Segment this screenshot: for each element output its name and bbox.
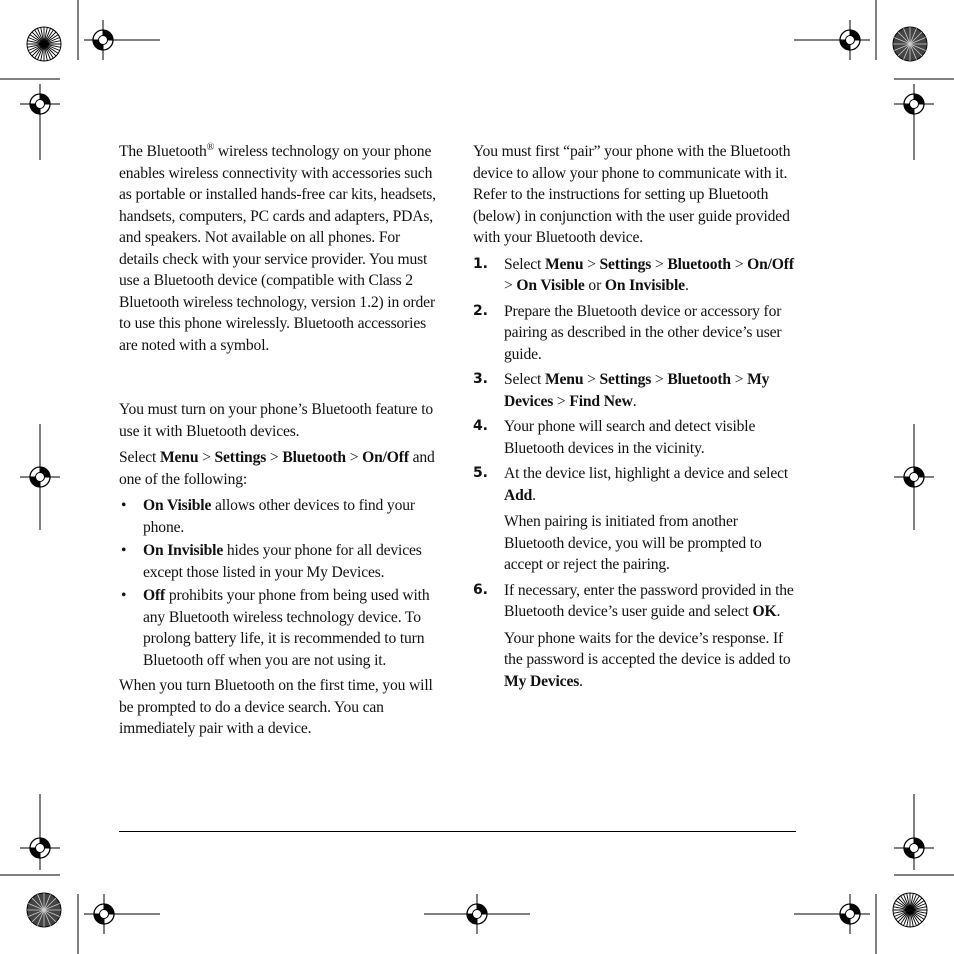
step-item: 4. Your phone will search and detect visible Bluetooth devices in the vicinity. <box>473 418 756 457</box>
step-item: 2. Prepare the Bluetooth device or accessory for pairing as described in the other device’s user guide. <box>473 302 782 363</box>
step-note: Your phone waits for the device’s response. If the password is accepted the device is added to My Devices. <box>504 629 791 690</box>
option-list <box>119 495 441 671</box>
registered-mark: ® <box>206 141 215 153</box>
step-item: 5. At the device list, highlight a device and select Add. When pairing is initiated from another Bluetooth device, you will be prompted to accept or reject the pairing. <box>473 463 797 576</box>
pairing-intro: You must first “pair” your phone with the Bluetooth device to allow your phone to communicate with it. Refer to the instructions for setting up Bluetooth (below) in conjunction with the user guide provided with your Bluetooth device. <box>473 143 791 246</box>
select-path-paragraph: Select Menu > Settings > Bluetooth > On/Off and one of the following: <box>119 449 435 488</box>
pairing-steps <box>473 254 797 693</box>
step-item: 1. Select Menu > Settings > Bluetooth > On/Off > On Visible or On Invisible. <box>473 255 794 294</box>
list-item: • Off prohibits your phone from being used with any Bluetooth wireless technology device. To prolong battery life, it is recommended to turn Bluetooth off when you are not using it. <box>121 587 430 669</box>
list-item: • On Visible allows other devices to find your phone. <box>121 497 415 536</box>
intro-paragraph: The Bluetooth® wireless technology on your phone enables wireless connectivity with accessories such as portable or installed hands-free car kits, headsets, handsets, computers, PC cards and adapters, PDAs, and speakers. Not available on all phones. For details check with your service provider. You must use a Bluetooth device (compatible with Class 2 Bluetooth wireless technology, version 1.2) in order to use this phone wirelessly. Bluetooth accessories are noted with a symbol. <box>119 141 436 354</box>
menu-term: Menu <box>159 449 199 466</box>
right-column <box>473 141 797 696</box>
footer-rule <box>119 831 796 832</box>
closing-paragraph: When you turn Bluetooth on the first time, you will be prompted to do a device search. You can immediately pair with a device. <box>119 677 433 737</box>
step-item: 3. Select Menu > Settings > Bluetooth > My Devices > Find New. <box>473 371 770 410</box>
bluetooth-term: Bluetooth <box>282 449 346 466</box>
turn-on-paragraph: You must turn on your phone’s Bluetooth feature to use it with Bluetooth devices. <box>119 401 434 440</box>
list-item: • On Invisible hides your phone for all devices except those listed in your My Devices. <box>121 542 422 581</box>
left-column <box>119 141 441 745</box>
step-item: 6. If necessary, enter the password provided in the Bluetooth device’s user guide and select OK. Your phone waits for the device’s response. If the password is accepted the device is added to My Devices. <box>473 580 797 693</box>
onoff-term: On/Off <box>362 449 409 466</box>
settings-term: Settings <box>214 449 267 466</box>
step-note: When pairing is initiated from another Bluetooth device, you will be prompted to accept or reject the pairing. <box>504 513 762 573</box>
